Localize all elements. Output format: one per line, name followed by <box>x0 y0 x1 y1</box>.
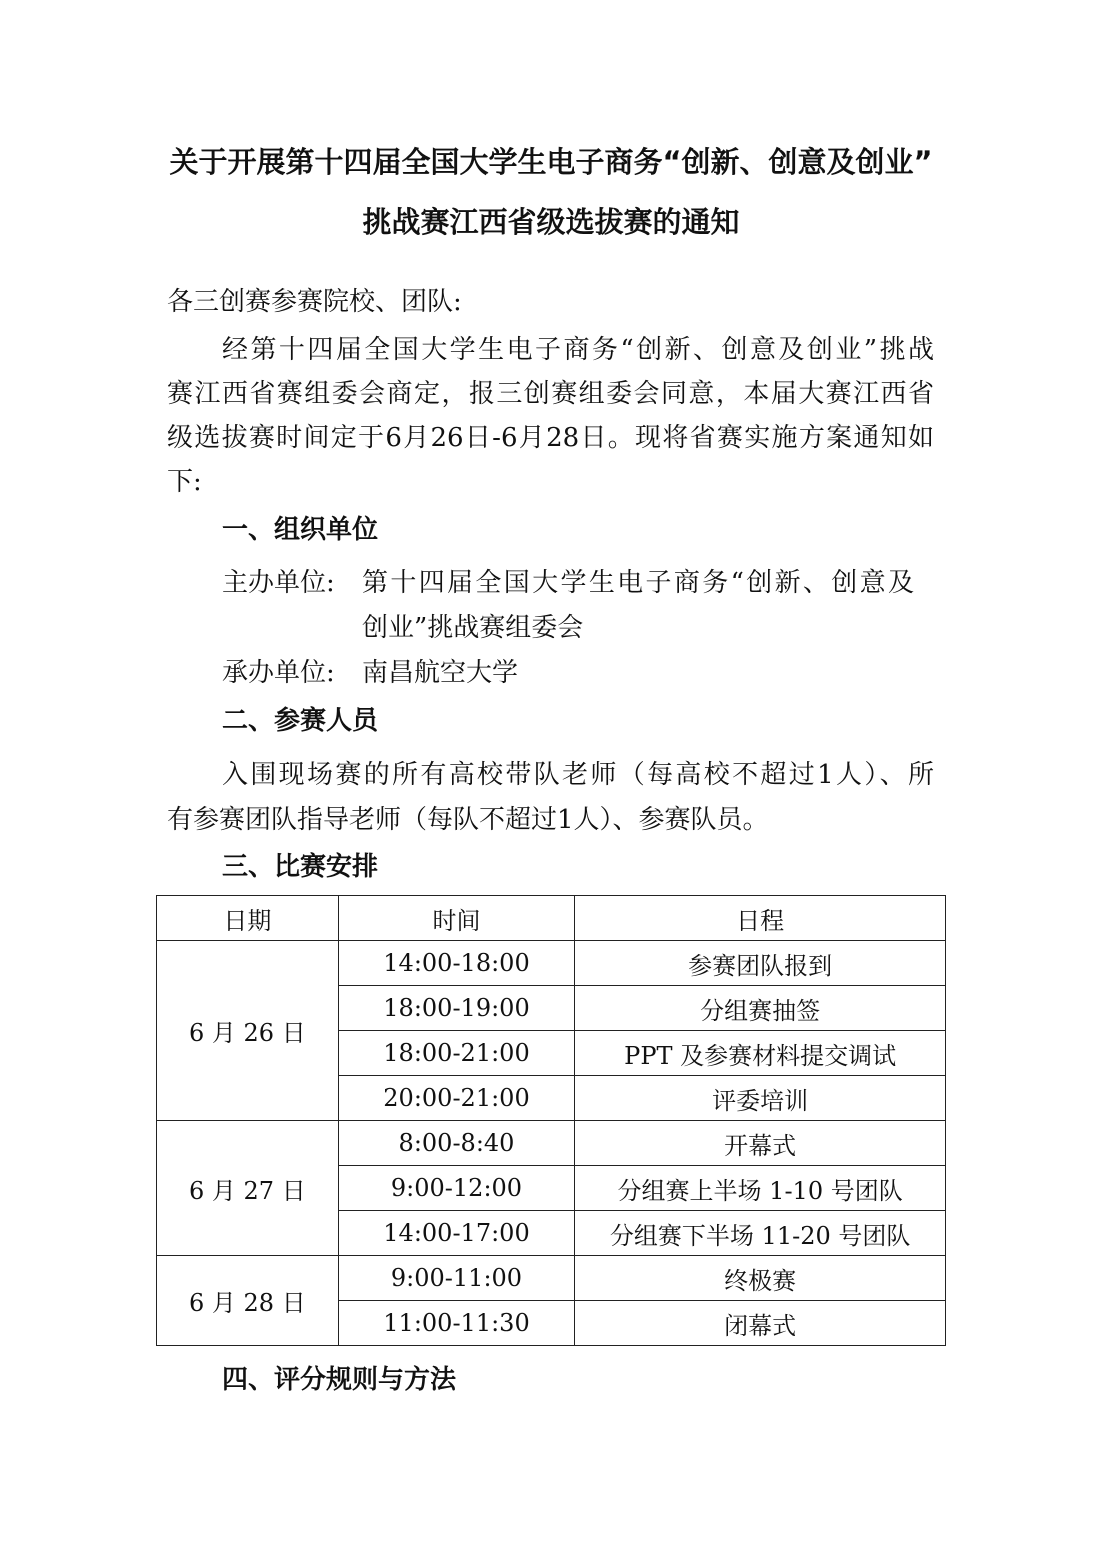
section-2-heading: 二、参赛人员 <box>222 706 379 736</box>
table-row <box>157 941 946 986</box>
time-cell: 14:00-18:00 <box>338 941 575 986</box>
document-title-line-2: 挑战赛江西省级选拔赛的通知 <box>362 205 740 239</box>
time-cell: 18:00-19:00 <box>338 986 575 1031</box>
table-row <box>157 1121 946 1166</box>
agenda-cell: 终极赛 <box>575 1256 946 1301</box>
salutation: 各三创赛参赛院校、团队: <box>167 287 462 317</box>
time-cell: 8:00-8:40 <box>338 1121 575 1166</box>
participants-line-1: 入围现场赛的所有高校带队老师（每高校不超过1人）、所 <box>222 760 934 790</box>
agenda-cell: 参赛团队报到 <box>575 941 946 986</box>
section-3-heading: 三、比赛安排 <box>222 852 379 882</box>
time-cell: 9:00-12:00 <box>338 1166 575 1211</box>
host-value-line-2: 创业”挑战赛组委会 <box>362 613 584 643</box>
table-row <box>157 1256 946 1301</box>
table-header-row <box>157 896 946 941</box>
organizer-label: 承办单位: <box>222 658 335 688</box>
intro-line-2: 赛江西省赛组委会商定，报三创赛组委会同意，本届大赛江西省 <box>167 379 934 409</box>
agenda-cell: 开幕式 <box>575 1121 946 1166</box>
time-cell: 14:00-17:00 <box>338 1211 575 1256</box>
header-time: 时间 <box>338 896 575 941</box>
participants-line-2: 有参赛团队指导老师（每队不超过1人）、参赛队员。 <box>167 805 769 835</box>
section-4-heading: 四、评分规则与方法 <box>222 1365 457 1395</box>
schedule-table <box>156 895 946 1346</box>
agenda-cell: 分组赛上半场 1-10 号团队 <box>575 1166 946 1211</box>
agenda-cell: 评委培训 <box>575 1076 946 1121</box>
host-label: 主办单位: <box>222 568 335 598</box>
intro-line-4: 下: <box>167 467 202 497</box>
section-1-heading: 一、组织单位 <box>222 515 379 545</box>
time-cell: 20:00-21:00 <box>338 1076 575 1121</box>
agenda-cell: PPT 及参赛材料提交调试 <box>575 1031 946 1076</box>
date-cell: 6 月 27 日 <box>157 1121 339 1256</box>
header-date: 日期 <box>157 896 339 941</box>
time-cell: 18:00-21:00 <box>338 1031 575 1076</box>
intro-line-3: 级选拔赛时间定于6月26日-6月28日。现将省赛实施方案通知如 <box>167 423 934 453</box>
time-cell: 9:00-11:00 <box>338 1256 575 1301</box>
date-cell: 6 月 26 日 <box>157 941 339 1121</box>
header-agenda: 日程 <box>575 896 946 941</box>
organizer-value: 南昌航空大学 <box>362 658 519 688</box>
document-title-line-1: 关于开展第十四届全国大学生电子商务“创新、创意及创业” <box>169 145 933 179</box>
time-cell: 11:00-11:30 <box>338 1301 575 1346</box>
intro-line-1: 经第十四届全国大学生电子商务“创新、创意及创业”挑战 <box>222 335 934 365</box>
host-value-line-1: 第十四届全国大学生电子商务“创新、创意及 <box>362 568 914 598</box>
date-cell: 6 月 28 日 <box>157 1256 339 1346</box>
agenda-cell: 闭幕式 <box>575 1301 946 1346</box>
agenda-cell: 分组赛下半场 11-20 号团队 <box>575 1211 946 1256</box>
agenda-cell: 分组赛抽签 <box>575 986 946 1031</box>
